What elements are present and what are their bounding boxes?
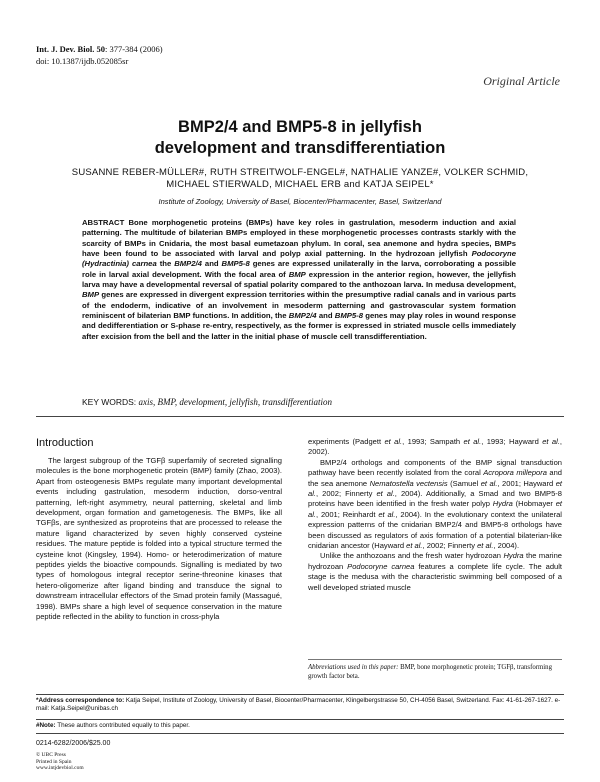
authors-line-1: SUSANNE REBER-MÜLLER#, RUTH STREITWOLF-ENGEL#, NATHALIE YANZE#, VOLKER SCHMID, bbox=[71, 167, 529, 178]
abbreviations-label: Abbreviations used in this paper: bbox=[308, 664, 399, 671]
keywords-values: axis, BMP, development, jellyfish, transdifferentiation bbox=[138, 397, 333, 407]
paragraph: The largest subgroup of the TGFβ superfamily of secreted signalling molecules is the bone morphogenetic protein (BMP) family (Zhao, 2003). Apart from osteogenesis BMPs regulate many important developmental events including gastrulation, mesoderm induction, dorso-ventral patterning, left-right asymmetry, neural patterning, skeletal and limb development, organ formation and gametogenesis. The BMPs, like all TGFβs, are synthesized as proproteins that are processed to release the mature ligand characterized by seven highly conserved cysteine residues. The mature peptide is folded into a typical structure termed the cysteine knot (Kingsley, 1994). Homo- or heterodimerization of mature peptides yields the bioactive compounds. Signalling is mediated by two types of homologous integral receptor serine-threonine kinases that hetero-oligomerize after ligand binding and transduce the signal to downstream intracellular effectors of the Smad protein family (Massagué, 1998). BMPs share a high level of sequence conservation in the mature peptide reflected in the ability to function in cross-phyla bbox=[36, 456, 282, 622]
journal-citation bbox=[36, 44, 163, 55]
author-list bbox=[40, 167, 560, 191]
publisher-info bbox=[36, 752, 84, 772]
footer-divider bbox=[36, 694, 564, 695]
note-label: #Note: bbox=[36, 722, 56, 729]
authors-line-2: MICHAEL STIERWALD, MICHAEL ERB and KATJA SEIPEL* bbox=[166, 179, 434, 190]
footer-divider bbox=[36, 733, 564, 734]
equal-contribution-note: #Note: These authors contributed equally to this paper. bbox=[36, 722, 190, 729]
article-type: Original Article bbox=[483, 74, 560, 88]
section-heading-introduction: Introduction bbox=[36, 437, 94, 449]
body-column-right bbox=[308, 437, 562, 593]
abstract: ABSTRACT Bone morphogenetic proteins (BMPs) have key roles in gastrulation, mesoderm induction and axial patterning. The multitude of bilaterian BMPs employed in these morphogenetic processes contrasts starkly with the scarcity of BMPs in Cnidaria, the most basal eumetazoan phylum. In coral, sea anemone and hydra species, BMPs have been found to be associated with larval and polyp axial patterning. In the hydrozoan jellyfish Podocoryne (Hydractinia) carnea the BMP2/4 and BMP5-8 genes are expressed unilaterally in the larva, corroborating a possible role in larval axial development. With the focal area of BMP expression in the anterior region, however, the jellyfish larva may have a developmental reversal of spatial polarity compared to the anthozoan larva. In medusa development, BMP genes are expressed in divergent expression territories within the presumptive radial canals and in various parts of the endoderm, indicative of an involvement in mesoderm patterning and gastrovascular system formation reminiscent of bilaterian BMP functions. In addition, the BMP2/4 and BMP5-8 genes may play roles in wound response and dedifferentiation or S-phase re-entry, respectively, as the former is expressed in striated muscle cells immediately after excision from the bell and the latter in the initial phase of muscle cell transdifferentiation. bbox=[82, 218, 516, 341]
section-divider bbox=[36, 416, 564, 417]
copyright: © UBC Press bbox=[36, 752, 66, 758]
issn-price: 0214-6282/2006/$25.00 bbox=[36, 740, 111, 747]
abstract-label: ABSTRACT bbox=[82, 218, 125, 227]
paper-title bbox=[0, 117, 600, 159]
body-column-left bbox=[36, 456, 282, 623]
abbreviations-note: Abbreviations used in this paper: BMP, bone morphogenetic protein; TGFβ, transforming growth factor beta. bbox=[308, 664, 552, 680]
paragraph: Unlike the anthozoans and the fresh water hydrozoan Hydra the marine hydrozoan Podocoryne carnea features a complete life cycle. The adult stage is the medusa with the characteristic swimming bell composed of a well developed striated muscle bbox=[308, 551, 563, 592]
paragraph: BMP2/4 orthologs and components of the BMP signal transduction pathway have been recently isolated from the coral Acropora millepora and the sea anemone Nematostella vectensis (Samuel et al., 2001; Hayward et al., 2002; Finnerty et al., 2004). Additionally, a Smad and two BMP5-8 proteins have been identified in the fresh water polyp Hydra (Hobmayer et al., 2001; Reinhardt et al., 2004). In the evolutionary context the unilateral expression patterns of the cnidarian BMP2/4 and BMP5-8 orthologs have been discussed as regulators of axis formation of a potential bilaterian-like cnidarian ancestor (Hayward et al., 2002; Finnerty et al., 2004). bbox=[308, 457, 562, 551]
keywords bbox=[82, 397, 332, 407]
correspondence-address: *Address correspondence to: Katja Seipel, Institute of Zoology, University of Basel, Biocenter/Pharmacenter, Klingelbergstrasse 50, CH-4056 Basel, Switzerland. Fax: 41-61-267-1627. e-mail: Katja.Seipel@unibas.ch bbox=[36, 697, 561, 713]
journal-pages: : 377-384 (2006) bbox=[104, 44, 163, 54]
doi[interactable]: doi: 10.1387/ijdb.052085sr bbox=[36, 56, 129, 66]
journal-name: Int. J. Dev. Biol. 50 bbox=[36, 44, 105, 54]
keywords-label: KEY WORDS: bbox=[82, 397, 137, 407]
affiliation: Institute of Zoology, University of Basel, Biocenter/Pharmacenter, Basel, Switzerland bbox=[158, 197, 442, 206]
journal-website-link[interactable]: www.intjdevbiol.com bbox=[36, 765, 84, 772]
title-line-1: BMP2/4 and BMP5-8 in jellyfish bbox=[178, 118, 422, 136]
paragraph: experiments (Padgett et al., 1993; Sampath et al., 1993; Hayward et al., 2002). bbox=[308, 437, 562, 457]
title-line-2: development and transdifferentiation bbox=[154, 139, 446, 157]
correspondence-label: *Address correspondence to: bbox=[36, 697, 125, 704]
footnote-divider bbox=[308, 659, 562, 660]
printed-in: Printed in Spain bbox=[36, 758, 72, 765]
footer-divider bbox=[36, 719, 564, 720]
